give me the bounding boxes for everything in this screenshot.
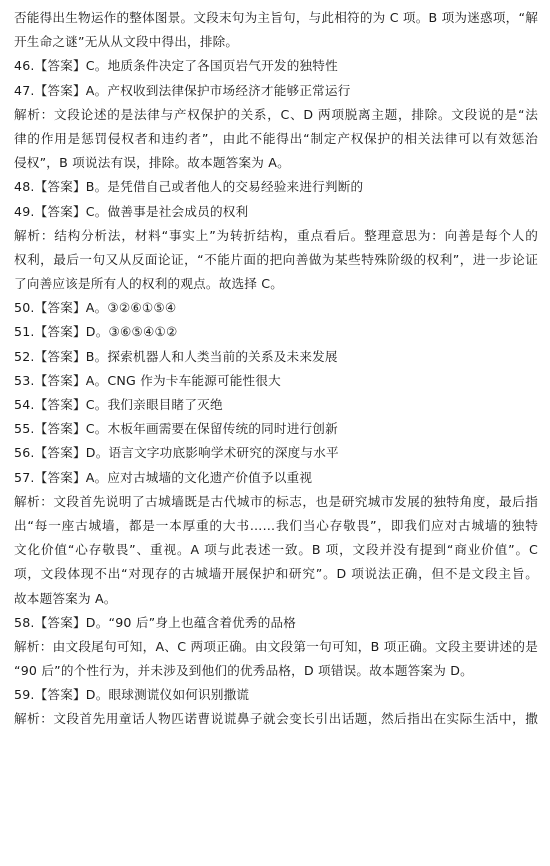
text-line: 50.【答案】A。③②⑥①⑤④ xyxy=(14,300,177,316)
text-line: 53.【答案】A。CNG 作为卡车能源可能性很大 xyxy=(14,372,281,388)
text-line: 解析：文段论述的是法律与产权保护的关系，C、D 两项脱离主题，排除。文段说的是“法 xyxy=(14,106,538,122)
text-line: 49.【答案】C。做善事是社会成员的权利 xyxy=(14,203,249,219)
text-line: 54.【答案】C。我们亲眼目睹了灭绝 xyxy=(14,397,223,412)
text-line: 解析：文段首先用童话人物匹诺曹说谎鼻子就会变长引出话题，然后指出在实际生活中，撒 xyxy=(14,711,538,727)
text-line: 律的作用是惩罚侵权者和违约者”，由此不能得出“制定产权保护的相关法律可以有效惩治 xyxy=(14,130,538,146)
text-line: 58.【答案】D。“90 后”身上也蕴含着优秀的品格 xyxy=(14,614,297,630)
text-line: 51.【答案】D。③⑥⑤④①② xyxy=(14,324,178,340)
text-line: 解析：文段首先说明了古城墙既是古代城市的标志，也是研究城市发展的独特角度，最后指 xyxy=(14,493,538,509)
text-line: 权利，最后一句又从反面论证，“不能片面的把向善做为某些特殊阶级的权利”，进一步论证 xyxy=(14,251,538,267)
text-line: 55.【答案】C。木板年画需要在保留传统的同时进行创新 xyxy=(14,421,338,437)
text-line: 48.【答案】B。是凭借自己或者他人的交易经验来进行判断的 xyxy=(14,179,364,195)
text-line: 52.【答案】B。探索机器人和人类当前的关系及未来发展 xyxy=(14,348,338,364)
text-line: 了向善应该是所有人的权利的观点。故选择 C。 xyxy=(14,276,284,292)
text-line: 出“每一座古城墙，都是一本厚重的大书……我们当心存敬畏”，即我们应对古城墙的独特 xyxy=(14,517,538,533)
text-line: 57.【答案】A。应对古城墙的文化遗产价值予以重视 xyxy=(14,469,313,485)
text-line: 解析：结构分析法，材料“事实上”为转折结构，重点看后。整理意思为：向善是每个人的 xyxy=(14,227,538,243)
text-line: 故本题答案为 A。 xyxy=(14,590,117,606)
text-line: 文化价值“心存敬畏”、重视。A 项与此表述一致。B 项，文段并没有提到“商业价值”。C xyxy=(14,542,538,558)
text-line: “90 后”的个性行为，并未涉及到他们的优秀品格，D 项错误。故本题答案为 D。 xyxy=(14,663,473,679)
text-line: 59.【答案】D。眼球测谎仪如何识别撒谎 xyxy=(14,687,250,703)
text-line: 项，文段体现不出“对现存的古城墙开展保护和研究”。D 项说法正确，但不是文段主旨。 xyxy=(14,566,538,582)
text-line: 56.【答案】D。语言文字功底影响学术研究的深度与水平 xyxy=(14,445,339,461)
text-line: 47.【答案】A。产权收到法律保护市场经济才能够正常运行 xyxy=(14,82,351,98)
text-line: 侵权”，B 项说法有误，排除。故本题答案为 A。 xyxy=(14,155,290,171)
text-line: 开生命之谜”无从从文段中得出，排除。 xyxy=(14,34,239,50)
text-line: 解析：由文段尾句可知，A、C 两项正确。由文段第一句可知，B 项正确。文段主要讲述的是 xyxy=(14,638,538,654)
text-line: 46.【答案】C。地质条件决定了各国页岩气开发的独特性 xyxy=(14,58,338,74)
answer-document xyxy=(14,6,538,732)
text-line: 否能得出生物运作的整体图景。文段末句为主旨句，与此相符的为 C 项。B 项为迷惑项，“解 xyxy=(14,10,538,25)
